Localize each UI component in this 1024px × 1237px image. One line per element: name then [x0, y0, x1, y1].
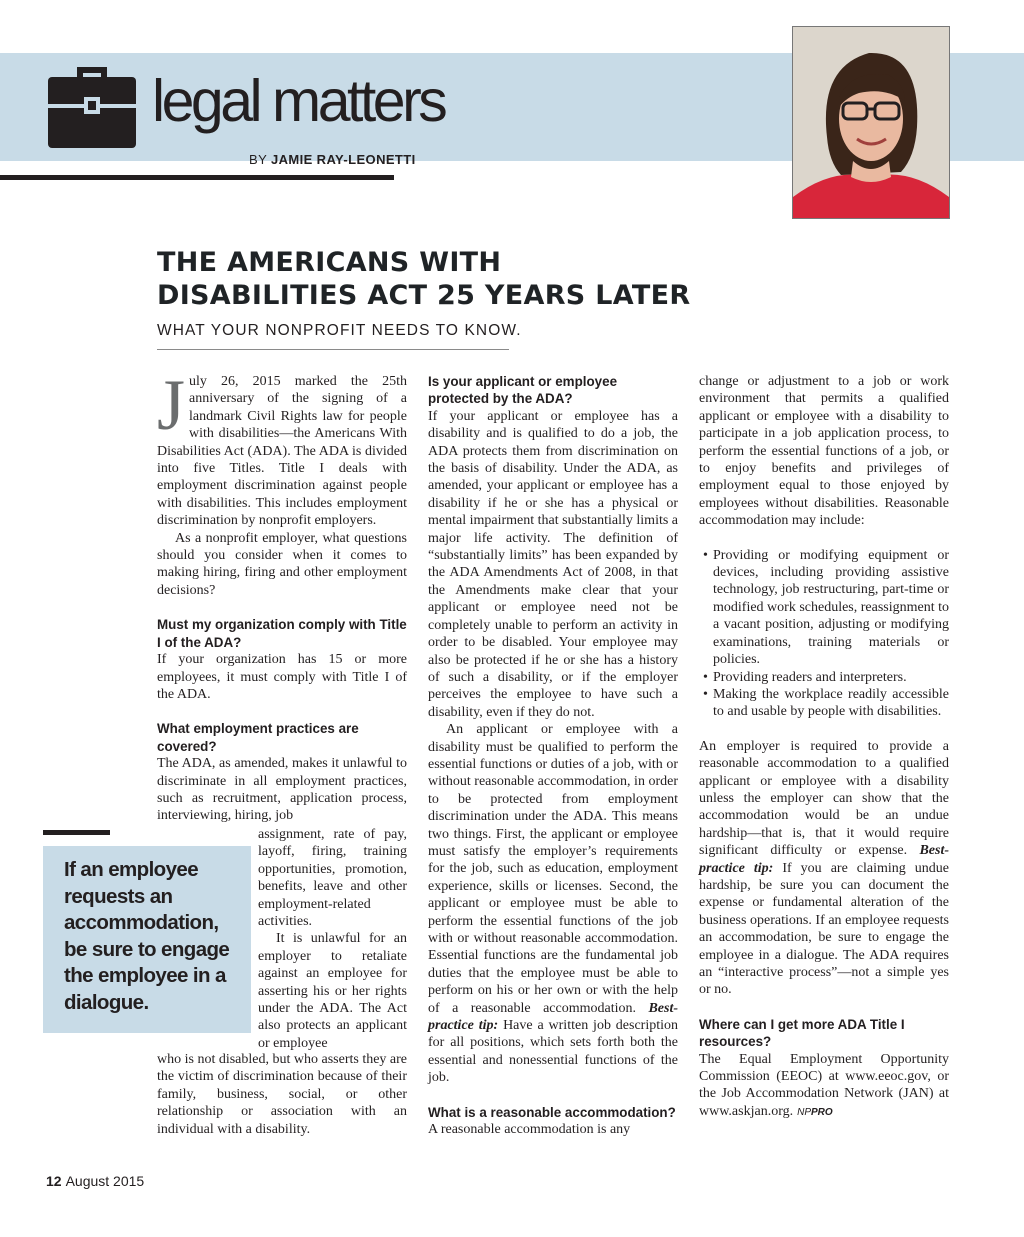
nppro-signoff: NPPRO [797, 1106, 833, 1118]
paragraph: assignment, rate of pay, layoff, firing, training opportunities, promotion, benefits, leave and other employment-related activities. [258, 827, 407, 930]
article-subhead: WHAT YOUR NONPROFIT NEEDS TO KNOW. [157, 322, 522, 339]
paragraph: The ADA, as amended, makes it unlawful to discriminate in all employment practices, such as recruitment, application process, interviewing, hiring, job [157, 756, 407, 824]
section-heading: Is your applicant or employee protected by the ADA? [428, 374, 618, 407]
paragraph: An employer is required to provide a reasonable accommodation to a qualified applicant or employee with a disability unless the employer can show that the accommodation would be an undue hardship—that is, that it would require significant difficulty or expense. Best-practice tip: If you are claiming undue hardship, be sure you can document the expense or fundamental alteration of the business operations. If an employee requests an accommodation, be sure to engage the employee in a dialogue. The ADA requires an “interactive process”—not a simple yes or no. [699, 738, 949, 998]
article-headline: THE AMERICANS WITH DISABILITIES ACT 25 YEARS LATER [157, 247, 691, 311]
briefcase-icon [46, 60, 138, 152]
header-rule [0, 175, 394, 180]
column-1 [157, 365, 407, 825]
column-3 [699, 373, 949, 1121]
issue-date: August 2015 [65, 1173, 145, 1189]
tip-label: Best-practice tip: [428, 1000, 678, 1034]
paragraph: An applicant or employee with a disability must be qualified to perform the essential functions or duties of a job, with or without reasonable accommodation, in order to be protected from employment discrimination under the ADA. This means two things. First, the applicant or employee must satisfy the employer’s requirements for the job, such as education, employment experience, skills or licenses. Second, the applicant or employee must be able to perform the essential functions of the job with or without reasonable accommodation. Essential functions are the fundamental job duties that the employee must be able to perform on his or her own or with the help of a reasonable accommodation. Best-practice tip: Have a written job description for all positions, which sets forth both the essential and nonessential functions of the job. [428, 722, 679, 1086]
section-heading: What employment practices are covered? [157, 721, 359, 754]
pullquote-rule [43, 830, 110, 835]
list-item: • Providing or modifying equipment or devices, including providing assistive technology, job restructuring, part-time or modified work schedules, reassignment to a vacant position, adjusting or modifying examinations, training materials or policies. [699, 547, 949, 669]
intro-paragraph: July 26, 2015 marked the 25th anniversary of the signing of a landmark Civil Rights law for people with disabilities—the Americans With Disabilities Act (ADA). The ADA is divided into five Titles. Title I deals with employment discrimination against people with disabilities. This includes employment discrimination by nonprofit employers. [157, 365, 407, 529]
paragraph: who is not disabled, but who asserts they are the victim of discrimination because of their family, business, social, or other relationship or association with an individual with a disability. [157, 1052, 408, 1137]
list-item: • Making the workplace readily accessible to and usable by people with disabilities. [699, 686, 949, 721]
paragraph: The Equal Employment Opportunity Commission (EEOC) at www.eeoc.gov, or the Job Accommodation Network (JAN) at www.askjan.org. NPPRO [699, 1051, 949, 1119]
page-number: 12 [46, 1173, 62, 1189]
subhead-rule [157, 349, 509, 350]
drop-cap: J [157, 365, 186, 445]
tip-label: Best-practice tip: [699, 843, 949, 876]
list-item: • Providing readers and interpreters. [699, 669, 949, 686]
section-heading: What is a reasonable accommodation? [428, 1104, 676, 1120]
section-heading: Where can I get more ADA Title I resources? [699, 1016, 905, 1050]
page-folio [46, 1173, 144, 1189]
paragraph: It is unlawful for an employer to retaliate against an employee for asserting his or her rights under the ADA. The Act also protects an applicant or employee [258, 931, 407, 1051]
pullquote-text: If an employee requests an accommodation, be sure to engage the employee in a dialogue. [64, 858, 230, 1014]
author-photo [792, 26, 950, 219]
column-1-wrap [258, 826, 407, 1052]
section-heading: Must my organization comply with Title I of the ADA? [157, 617, 407, 650]
paragraph: change or adjustment to a job or work environment that permits a qualified applicant or employee with a disability to participate in a job application process, to perform the essential functions of a job, or to enjoy benefits and privileges of employment equal to those enjoyed by employees without disabilities. Reasonable accommodation may include: [699, 374, 949, 529]
paragraph: If your applicant or employee has a disability and is qualified to do a job, the ADA protects them from discrimination on the basis of disability. Under the ADA, as amended, your applicant or employee has a disability if he or she has a physical or mental impairment that substantially limits a major life activity. The definition of “substantially limits” has been expanded by the ADA Amendments Act of 2008, in that the Amendments make clear that your applicant or employee need not be completely unable to perform an activity in order to be disabled. Your employee may also be protected if he or she has a history of such a disability, or if the employer perceives the employee to have such a disability, even if they do not. [428, 408, 679, 720]
section-title: legal matters [152, 68, 445, 134]
byline: BY JAMIE RAY-LEONETTI [249, 152, 416, 167]
paragraph: A reasonable accommodation is any [428, 1122, 631, 1138]
column-2 [428, 373, 678, 1138]
paragraph: If your organization has 15 or more employees, it must comply with Title I of the ADA. [157, 652, 407, 702]
accommodation-list [699, 547, 949, 721]
column-1-tail [157, 1051, 407, 1138]
author-name: JAMIE RAY-LEONETTI [270, 152, 416, 167]
paragraph: As a nonprofit employer, what questions should you consider when it comes to making hiring, firing and other employment decisions? [157, 530, 407, 598]
